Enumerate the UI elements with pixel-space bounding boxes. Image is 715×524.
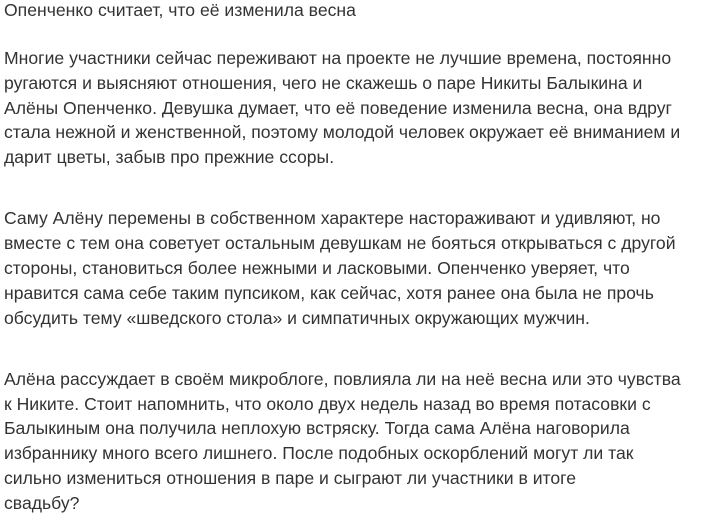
paragraph-line: стороны, становиться более нежными и ласковыми. Опенченко уверяет, что (4, 258, 630, 278)
paragraph-line: свадьбу? (4, 493, 80, 513)
paragraph-line: к Никите. Стоит напомнить, что около двух недель назад во время потасовки с (4, 394, 651, 414)
paragraph-line: Многие участники сейчас переживают на проекте не лучшие времена, постоянно (4, 48, 672, 68)
paragraph-line: избраннику много всего лишнего. После подобных оскорблений могут ли так (4, 443, 634, 463)
paragraph-line: ругаются и выясняют отношения, чего не скажешь о паре Никиты Балыкина и (4, 73, 643, 93)
paragraph-line: Алёна рассуждает в своём микроблоге, повлияла ли на неё весна или это чувства (4, 369, 681, 389)
paragraph-line: нравится сама себе таким пупсиком, как сейчас, хотя ранее она была не прочь (4, 283, 654, 303)
paragraph-line: стала нежной и женственной, поэтому молодой человек окружает её вниманием и (4, 122, 681, 142)
paragraph-line: Саму Алёну перемены в собственном характере настораживают и удивляют, но (4, 208, 661, 228)
paragraph-line: Алёны Опенченко. Девушка думает, что её поведение изменила весна, она вдруг (4, 98, 672, 118)
article-title: Опенченко считает, что её изменила весна (4, 0, 356, 20)
paragraph-line: Балыкиным она получила неплохую встряску. Тогда сама Алёна наговорила (4, 418, 630, 438)
paragraph-line: дарит цветы, забыв про прежние ссоры. (4, 147, 335, 167)
paragraph-line: обсудить тему «шведского стола» и симпатичных окружающих мужчин. (4, 308, 590, 328)
paragraph-line: сильно измениться отношения в паре и сыграют ли участники в итоге (4, 468, 576, 488)
paragraph-line: вместе с тем она советует остальным девушкам не бояться открываться с другой (4, 233, 676, 253)
